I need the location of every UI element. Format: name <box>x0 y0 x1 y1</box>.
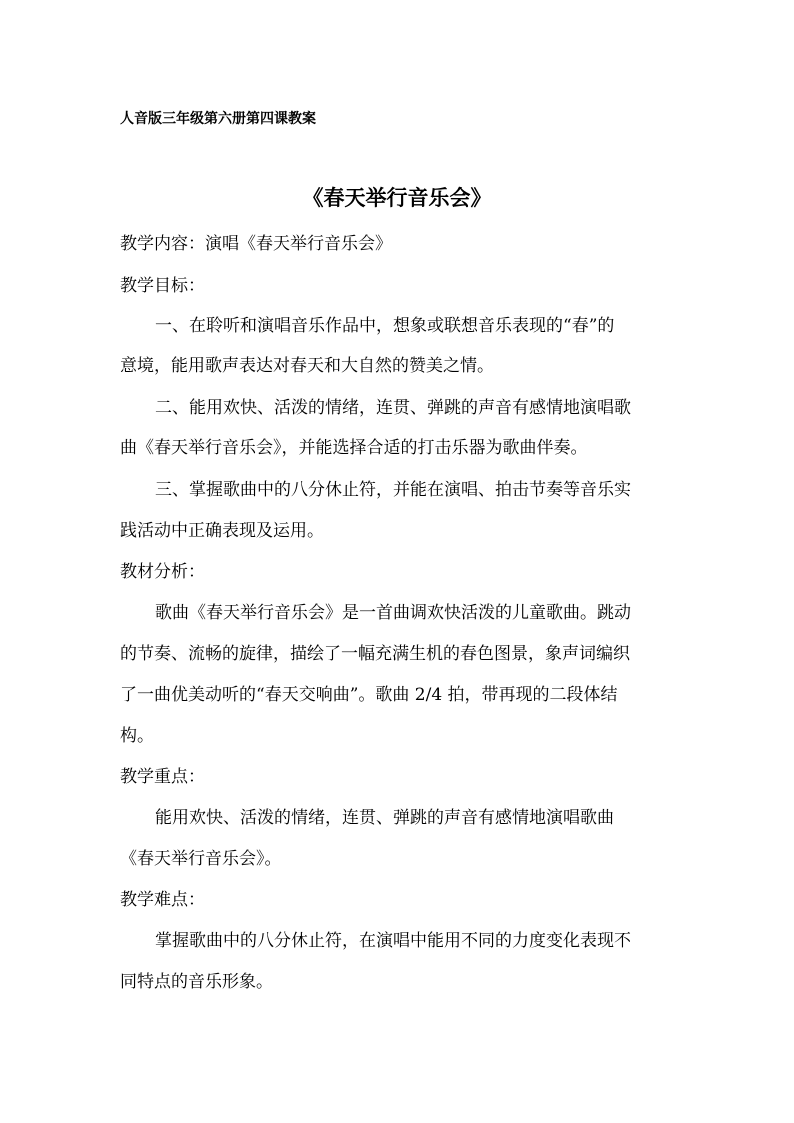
analysis-line-4: 构。 <box>120 726 154 746</box>
difficulty-heading: 教学难点： <box>120 890 205 910</box>
goal-3-line-2: 践活动中正确表现及运用。 <box>120 521 324 541</box>
goal-1-line-2: 意境，能用歌声表达对春天和大自然的赞美之情。 <box>120 356 494 376</box>
key-line-2: 《春天举行音乐会》。 <box>120 849 282 869</box>
goal-1-line-1: 一、在聆听和演唱音乐作品中，想象或联想音乐表现的“春”的 <box>155 316 615 336</box>
goal-2-line-2: 曲《春天举行音乐会》，并能选择合适的打击乐器为歌曲伴奏。 <box>120 438 588 458</box>
analysis-line-3: 了一曲优美动听的“春天交响曲”。歌曲 2/4 拍，带再现的二段体结 <box>120 685 618 705</box>
goals-heading: 教学目标： <box>120 276 205 296</box>
goal-3-line-1: 三、掌握歌曲中的八分休止符，并能在演唱、拍击节奏等音乐实 <box>155 480 631 500</box>
teaching-content: 教学内容：演唱《春天举行音乐会》 <box>120 234 392 254</box>
key-heading: 教学重点： <box>120 767 205 787</box>
page-title: 《春天举行音乐会》 <box>302 185 492 210</box>
key-line-1: 能用欢快、活泼的情绪，连贯、弹跳的声音有感情地演唱歌曲 <box>155 808 614 828</box>
course-label: 人音版三年级第六册第四课教案 <box>120 111 316 127</box>
difficulty-line-2: 同特点的音乐形象。 <box>120 972 273 992</box>
goal-2-line-1: 二、能用欢快、活泼的情绪，连贯、弹跳的声音有感情地演唱歌 <box>155 398 631 418</box>
analysis-line-1: 歌曲《春天举行音乐会》是一首曲调欢快活泼的儿童歌曲。跳动 <box>155 603 631 623</box>
analysis-heading: 教材分析： <box>120 562 205 582</box>
analysis-line-2: 的节奏、流畅的旋律，描绘了一幅充满生机的春色图景，象声词编织 <box>120 644 630 664</box>
difficulty-line-1: 掌握歌曲中的八分休止符，在演唱中能用不同的力度变化表现不 <box>155 931 631 951</box>
